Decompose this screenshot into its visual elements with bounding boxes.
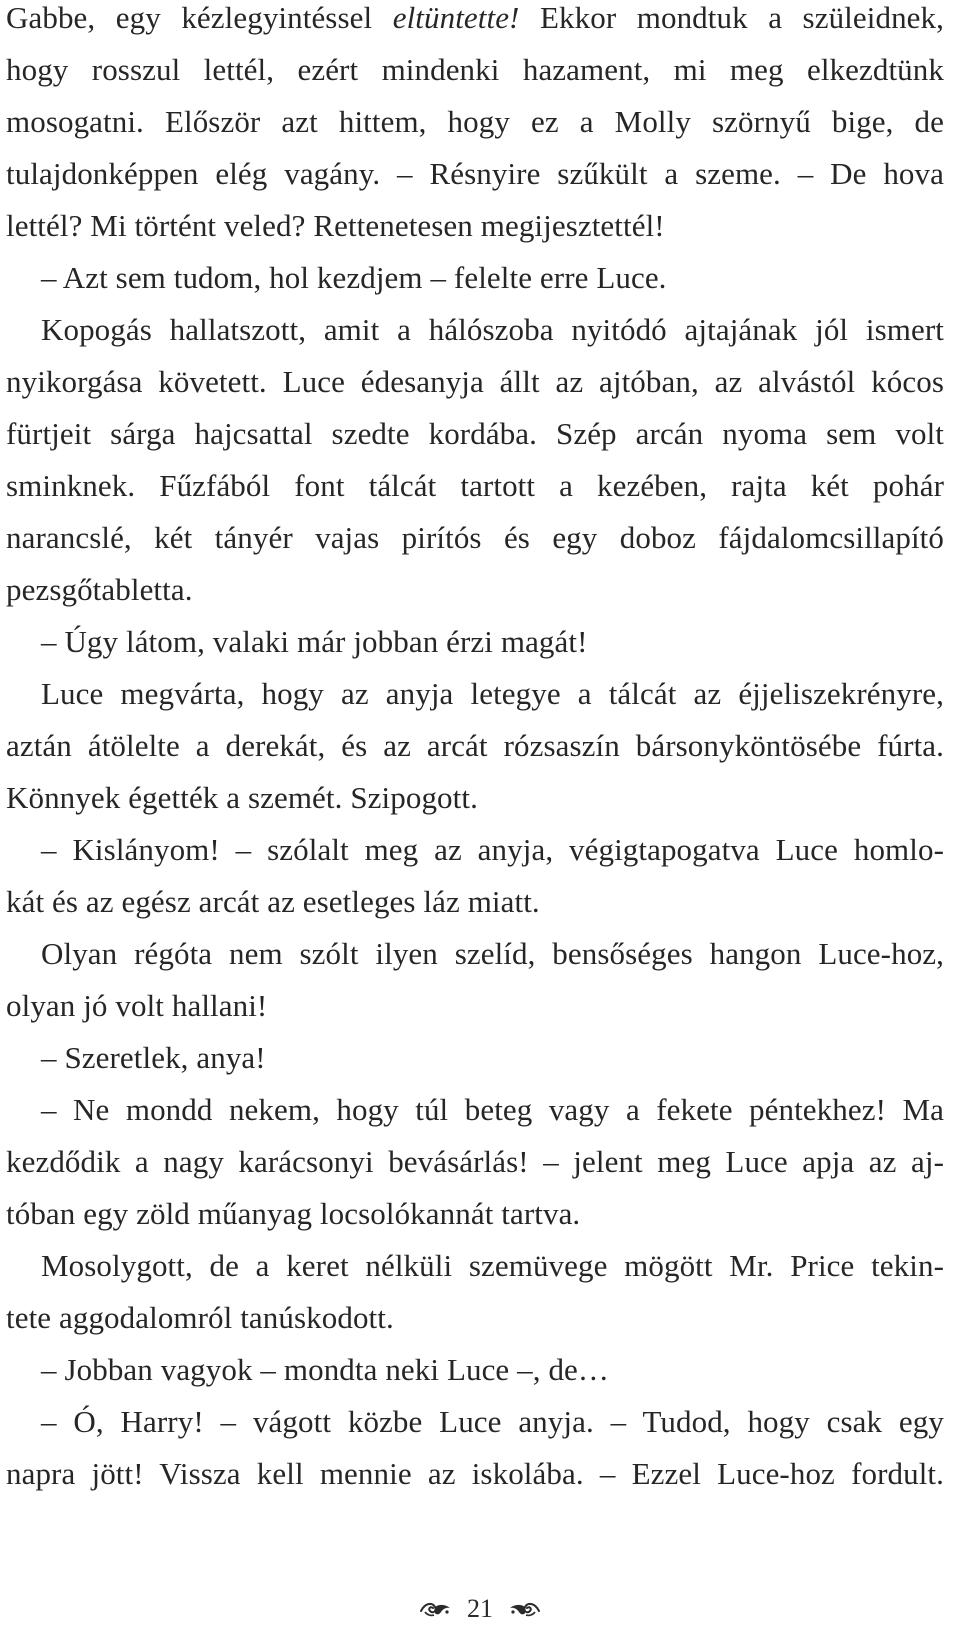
text-line-22: – Ne mondd nekem, hogy túl beteg vagy a fekete péntekhez! Ma xyxy=(41,1092,944,1127)
leaf-ornament-icon xyxy=(507,1599,541,1619)
text-line-9: fürtjeit sárga hajcsattal szedte kordába. Szép arcán nyoma sem volt xyxy=(6,416,944,451)
emphasized-text: eltüntette! xyxy=(392,0,520,35)
text-line-3: mosogatni. Először azt hittem, hogy ez a Molly szörnyű bige, de xyxy=(6,104,944,139)
text-line-29: napra jött! Vissza kell mennie az iskolába. – Ezzel Luce-hoz fordult. xyxy=(6,1456,944,1491)
text-line-7: Kopogás hallatszott, amit a hálószoba nyitódó ajtajának jól ismert xyxy=(41,312,944,347)
text-line-11: narancslé, két tányér vajas pirítós és egy doboz fájdalomcsillapító xyxy=(6,520,944,555)
text-line-26: tete aggodalomról tanúskodott. xyxy=(6,1300,394,1335)
page-number: 21 xyxy=(467,1594,493,1623)
text-line-2: hogy rosszul lettél, ezért mindenki hazament, mi meg elkezdtünk xyxy=(6,52,944,87)
text-line-15: aztán átölelte a derekát, és az arcát rózsaszín bársonyköntösébe fúrta. xyxy=(6,728,944,763)
text-line-20: olyan jó volt hallani! xyxy=(6,988,268,1023)
text-line-19: Olyan régóta nem szólt ilyen szelíd, bensőséges hangon Luce-hoz, xyxy=(41,936,944,971)
text-line-25: Mosolygott, de a keret nélküli szemüvege mögött Mr. Price tekin- xyxy=(41,1248,944,1283)
text-line-14: Luce megvárta, hogy az anyja letegye a tálcát az éjjeliszekrényre, xyxy=(41,676,944,711)
text-line-16: Könnyek égették a szemét. Szipogott. xyxy=(6,780,478,815)
text-line-28: – Ó, Harry! – vágott közbe Luce anyja. – Tudod, hogy csak egy xyxy=(41,1404,944,1439)
text-line-8: nyikorgása követett. Luce édesanyja állt az ajtóban, az alvástól kócos xyxy=(6,364,944,399)
text-line-5: lettél? Mi történt veled? Rettenetesen megijesztettél! xyxy=(6,208,665,243)
text-line-4: tulajdonképpen elég vagány. – Résnyire szűkült a szeme. – De hova xyxy=(6,156,944,191)
text-segment: Gabbe, egy kézlegyintéssel xyxy=(6,0,393,35)
page-footer xyxy=(0,1592,960,1626)
text-line-23: kezdődik a nagy karácsonyi bevásárlás! – jelent meg Luce apja az aj- xyxy=(6,1144,944,1179)
text-line-21: – Szeretlek, anya! xyxy=(41,1040,266,1075)
text-line-10: sminknek. Fűzfából font tálcát tartott a kezében, rajta két pohár xyxy=(6,468,944,503)
text-line-24: tóban egy zöld műanyag locsolókannát tartva. xyxy=(6,1196,581,1231)
text-line-17: – Kislányom! – szólalt meg az anyja, végigtapogatva Luce homlo- xyxy=(41,832,944,867)
text-line-18: kát és az egész arcát az esetleges láz miatt. xyxy=(6,884,540,919)
text-line-6: – Azt sem tudom, hol kezdjem – felelte erre Luce. xyxy=(41,260,667,295)
text-line-13: – Úgy látom, valaki már jobban érzi magát! xyxy=(41,624,588,659)
text-line-1 xyxy=(6,0,944,43)
text-line-27: – Jobban vagyok – mondta neki Luce –, de… xyxy=(41,1352,610,1387)
text-segment: Ekkor mondtuk a szüleidnek, xyxy=(519,0,944,35)
leaf-ornament-icon xyxy=(419,1599,453,1619)
text-line-12: pezsgőtabletta. xyxy=(6,572,193,607)
